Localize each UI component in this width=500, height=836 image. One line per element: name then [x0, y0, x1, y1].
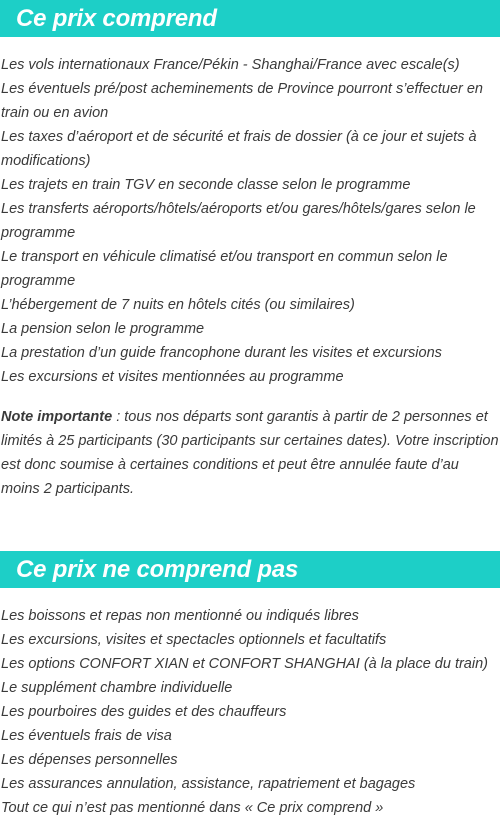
note-text: : tous nos départs sont garantis à partir de 2 personnes et limités à 25 participants (30 participants sur certaines dates). Votre inscription est donc soumise à certaines conditions et peut être annulée faute d’au moins 2 participants. — [1, 409, 499, 497]
list-item: Le transport en véhicule climatisé et/ou transport en commun selon le programme — [1, 249, 448, 289]
list-item: Les boissons et repas non mentionné ou indiqués libres — [1, 608, 359, 624]
list-item: La pension selon le programme — [1, 321, 205, 337]
list-item: Les excursions et visites mentionnées au programme — [1, 369, 344, 385]
list-item: L’hébergement de 7 nuits en hôtels cités (ou similaires) — [1, 297, 355, 313]
important-note — [0, 405, 500, 501]
list-item: Les options CONFORT XIAN et CONFORT SHANGHAI (à la place du train) — [1, 656, 488, 672]
section-title-excludes: Ce prix ne comprend pas — [16, 555, 299, 583]
includes-list — [0, 53, 500, 389]
excludes-list — [0, 604, 500, 820]
section-header-includes — [0, 0, 500, 37]
list-item: Les transferts aéroports/hôtels/aéroports et/ou gares/hôtels/gares selon le programme — [1, 201, 476, 241]
list-item: Le supplément chambre individuelle — [1, 680, 233, 696]
list-item: Tout ce qui n’est pas mentionné dans « Ce prix comprend » — [1, 800, 384, 816]
list-item: Les trajets en train TGV en seconde classe selon le programme — [1, 177, 411, 193]
list-item: Les dépenses personnelles — [1, 752, 178, 768]
list-item: Les vols internationaux France/Pékin - Shanghai/France avec escale(s) — [1, 57, 460, 73]
list-item: Les assurances annulation, assistance, rapatriement et bagages — [1, 776, 416, 792]
section-header-excludes — [0, 551, 500, 588]
list-item: Les éventuels pré/post acheminements de Province pourront s’effectuer en train ou en avion — [1, 81, 483, 121]
list-item: Les éventuels frais de visa — [1, 728, 172, 744]
list-item: Les pourboires des guides et des chauffeurs — [1, 704, 287, 720]
list-item: Les taxes d’aéroport et de sécurité et frais de dossier (à ce jour et sujets à modifications) — [1, 129, 477, 169]
note-label: Note importante — [1, 409, 113, 425]
list-item: Les excursions, visites et spectacles optionnels et facultatifs — [1, 632, 387, 648]
list-item: La prestation d’un guide francophone durant les visites et excursions — [1, 345, 442, 361]
section-title-includes: Ce prix comprend — [16, 4, 217, 32]
